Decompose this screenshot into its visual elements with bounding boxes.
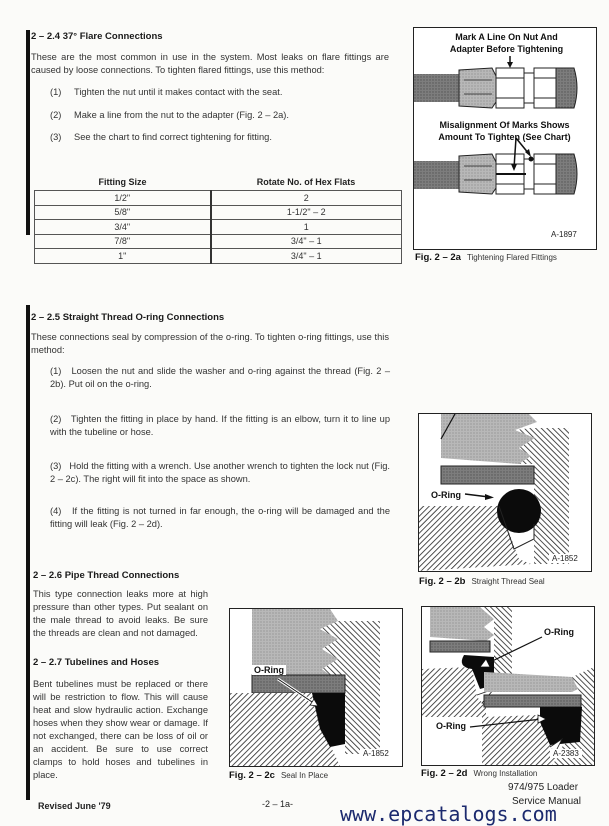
- step-text: Tighten the nut until it makes contact with the seat.: [74, 87, 283, 97]
- step-text: Tighten the fitting in place by hand. If the fitting is an elbow, turn it to line up with the tubeline or hose.: [50, 414, 390, 437]
- figure-2-2b: [418, 413, 592, 572]
- figure-code: A-2383: [550, 749, 582, 758]
- section-heading-2-2-4: 2 – 2.4 37° Flare Connections: [31, 31, 163, 42]
- figure-2-2d: [421, 606, 595, 766]
- section-intro-2-2-5: These connections seal by compression of the o-ring. To tighten o-ring fittings, use this method:: [31, 332, 389, 355]
- cell-fitting-size: 7/8": [35, 234, 211, 249]
- figure-code: A-1897: [548, 230, 580, 239]
- cell-hex-flats: 2: [211, 191, 402, 206]
- cell-hex-flats: 3/4" – 1: [211, 234, 402, 249]
- figure-label-o-ring-bottom: O-Ring: [436, 721, 466, 731]
- table-row: [35, 191, 402, 206]
- figure-caption-text: Wrong Installation: [473, 769, 538, 778]
- figure-2-2a: [413, 27, 597, 250]
- figure-number: Fig. 2 – 2d: [421, 768, 468, 779]
- step-number: (1): [50, 87, 62, 97]
- figure-code: A-1852: [360, 749, 392, 758]
- step-item: [50, 413, 390, 439]
- cell-fitting-size: 5/8": [35, 205, 211, 220]
- step-text: If the fitting is not turned in far enough, the o-ring will be damaged and the fitting will leak (Fig. 2 – 2d).: [50, 506, 390, 529]
- figure-label-misalignment: Misalignment Of Marks Shows Amount To Tighten (See Chart): [438, 120, 571, 142]
- step-item: [50, 86, 390, 99]
- step-text: See the chart to find correct tightening for fitting.: [74, 132, 272, 142]
- cell-hex-flats: 1-1/2" – 2: [211, 205, 402, 220]
- figure-code: A-1852: [549, 554, 581, 563]
- step-item: [50, 505, 390, 531]
- step-number: (2): [50, 110, 62, 120]
- step-item: [50, 131, 390, 144]
- step-number: (3): [50, 461, 62, 471]
- step-number: (2): [50, 414, 62, 424]
- cell-fitting-size: 3/4": [35, 220, 211, 235]
- step-number: (1): [50, 366, 62, 376]
- cell-hex-flats: 3/4" – 1: [211, 249, 402, 264]
- figure-caption-2-2c: [229, 770, 328, 781]
- section-heading-2-2-7: 2 – 2.7 Tubelines and Hoses: [33, 657, 160, 668]
- watermark-link[interactable]: www.epcatalogs.com: [340, 802, 557, 826]
- step-item: [50, 109, 390, 122]
- manual-title-line2: Service Manual: [512, 796, 581, 807]
- step-number: (3): [50, 132, 62, 142]
- fitting-torque-table: [34, 177, 402, 264]
- table-row: [35, 220, 402, 235]
- figure-number: Fig. 2 – 2b: [419, 576, 466, 587]
- cell-fitting-size: 1": [35, 249, 211, 264]
- page-number: -2 – 1a-: [262, 799, 294, 809]
- figure-number: Fig. 2 – 2a: [415, 252, 461, 263]
- figure-label-o-ring: O-Ring: [431, 490, 461, 500]
- revision-date: Revised June '79: [38, 801, 111, 811]
- manual-title-line1: 974/975 Loader: [508, 782, 579, 793]
- revision-bar: [26, 305, 30, 800]
- column-header-fitting-size: Fitting Size: [98, 177, 147, 187]
- step-number: (4): [50, 506, 62, 516]
- section-heading-2-2-6: 2 – 2.6 Pipe Thread Connections: [33, 570, 180, 581]
- figure-caption-2-2a: [415, 252, 557, 263]
- section-text-2-2-7: Bent tubelines must be replaced or there will be restriction to flow. This will cause heat and slow hydraulic action. Exchange hoses when they show wear or damage. If not exchanged, there can be loss of oil or an accident. Be sure to use correct clamps to hold hoses and tubelines in place.: [33, 679, 208, 780]
- figure-number: Fig. 2 – 2c: [229, 770, 275, 781]
- figure-caption-text: Seal In Place: [280, 771, 329, 780]
- section-text-2-2-6: This type connection leaks more at high pressure than other types. Put sealant on the male thread to avoid leaks. Be sure the threads are clean and not damaged.: [33, 589, 208, 638]
- figure-2-2c: [229, 608, 403, 767]
- table-row: [35, 205, 402, 220]
- step-item: [50, 365, 390, 391]
- section-heading-2-2-5: 2 – 2.5 Straight Thread O-ring Connections: [31, 312, 225, 323]
- table-row: [35, 249, 402, 264]
- column-header-rotate-hex-flats: Rotate No. of Hex Flats: [256, 177, 356, 187]
- figure-label-o-ring-top: O-Ring: [544, 627, 574, 637]
- step-item: [50, 460, 390, 486]
- seal-in-place-illustration: [230, 609, 402, 766]
- cell-hex-flats: 1: [211, 220, 402, 235]
- step-text: Make a line from the nut to the adapter (Fig. 2 – 2a).: [74, 110, 289, 120]
- figure-caption-2-2b: [419, 576, 545, 587]
- revision-bar: [26, 30, 30, 235]
- step-text: Loosen the nut and slide the washer and o-ring against the thread (Fig. 2 – 2b). Put oil on the o-ring.: [50, 366, 391, 389]
- step-text: Hold the fitting with a wrench. Use another wrench to tighten the lock nut (Fig. 2 – 2c). The right will fit into the space as shown.: [50, 461, 391, 484]
- cell-fitting-size: 1/2": [35, 191, 211, 206]
- section-intro-2-2-4: These are the most common in use in the system. Most leaks on flare fittings are caused by loose connections. To tighten flared fittings, use this method:: [31, 52, 389, 75]
- table-header-row: [35, 177, 402, 191]
- figure-caption-2-2d: [421, 768, 537, 779]
- figure-caption-text: Tightening Flared Fittings: [466, 253, 557, 262]
- figure-caption-text: Straight Thread Seal: [471, 577, 545, 586]
- table-row: [35, 234, 402, 249]
- figure-label-o-ring: O-Ring: [254, 665, 284, 675]
- figure-label-mark-line: Mark A Line On Nut And Adapter Before Tightening: [449, 32, 564, 54]
